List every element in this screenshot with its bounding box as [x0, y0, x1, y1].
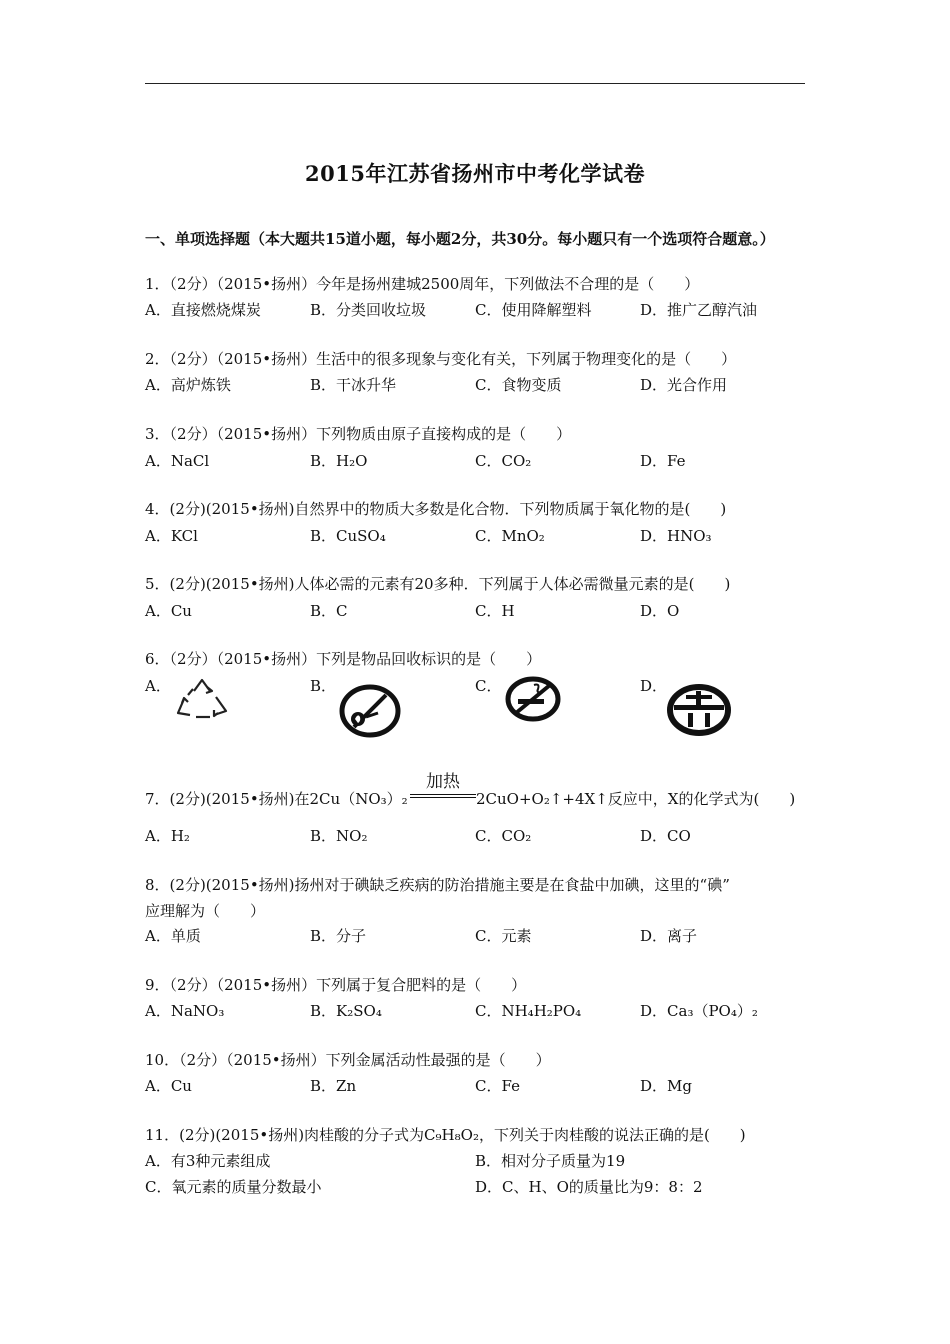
question-6-option-a[interactable]: A． [145, 677, 171, 695]
question-8-option-a[interactable]: A．单质 [145, 927, 201, 945]
question-5-option-a[interactable]: A．Cu [145, 602, 192, 620]
question-8-option-b[interactable]: B．分子 [310, 927, 367, 945]
question-9-option-c[interactable]: C．NH₄H₂PO₄ [475, 1002, 582, 1020]
question-11-option-c[interactable]: C．氧元素的质量分数最小 [145, 1178, 322, 1196]
water-saving-sign-icon[interactable] [666, 683, 732, 737]
question-7-option-b[interactable]: B．NO₂ [310, 827, 368, 845]
recycle-symbol-icon[interactable] [174, 677, 230, 721]
question-6-option-d[interactable]: D． [640, 677, 668, 695]
question-6-option-b[interactable]: B． [310, 677, 337, 695]
no-smoking-sign-icon[interactable] [504, 675, 562, 723]
question-5-option-b[interactable]: B．C [310, 602, 348, 620]
question-2-option-a[interactable]: A．高炉炼铁 [145, 376, 231, 394]
heating-condition [410, 772, 476, 798]
reaction-equals-sign [410, 794, 476, 798]
question-1-option-d[interactable]: D．推广乙醇汽油 [640, 301, 758, 319]
question-1-stem: 1．（2分）（2015•扬州）今年是扬州建城2500周年，下列做法不合理的是（ ） [145, 275, 700, 293]
question-1-option-a[interactable]: A．直接燃烧煤炭 [145, 301, 261, 319]
question-3-option-b[interactable]: B．H₂O [310, 452, 368, 470]
question-2-option-d[interactable]: D．光合作用 [640, 376, 728, 394]
question-2-stem: 2．（2分）（2015•扬州）生活中的很多现象与变化有关，下列属于物理变化的是（ ） [145, 350, 737, 368]
question-3-option-a[interactable]: A．NaCl [145, 452, 210, 470]
question-8-stem: 8．(2分)(2015•扬州)扬州对于碘缺乏疾病的防治措施主要是在食盐中加碘，这里的“碘” [145, 876, 730, 894]
section-heading: 一、单项选择题（本大题共15道小题，每小题2分，共30分。每小题只有一个选项符合题意。） [145, 230, 775, 248]
question-10-option-d[interactable]: D．Mg [640, 1077, 692, 1095]
question-9-option-d[interactable]: D．Ca₃（PO₄）₂ [640, 1002, 758, 1020]
question-4-option-a[interactable]: A．KCl [145, 527, 198, 545]
question-11-stem: 11．(2分)(2015•扬州)肉桂酸的分子式为C₉H₈O₂，下列关于肉桂酸的说法正确的是( ) [145, 1126, 746, 1144]
question-6-stem: 6．（2分）（2015•扬州）下列是物品回收标识的是（ ） [145, 650, 542, 668]
question-10-stem: 10．（2分）（2015•扬州）下列金属活动性最强的是（ ） [145, 1051, 551, 1069]
question-9-option-b[interactable]: B．K₂SO₄ [310, 1002, 382, 1020]
heating-label: 加热 [426, 772, 460, 792]
question-4-option-b[interactable]: B．CuSO₄ [310, 527, 386, 545]
header-rule [145, 83, 805, 84]
question-8-stem-cont: 应理解为（ ） [145, 902, 266, 920]
question-11-option-b[interactable]: B．相对分子质量为19 [475, 1152, 626, 1170]
question-7-option-c[interactable]: C．CO₂ [475, 827, 532, 845]
question-10-option-a[interactable]: A．Cu [145, 1077, 192, 1095]
question-10-option-c[interactable]: C．Fe [475, 1077, 520, 1095]
question-11-option-a[interactable]: A．有3种元素组成 [145, 1152, 271, 1170]
question-9-stem: 9．（2分）（2015•扬州）下列属于复合肥料的是（ ） [145, 976, 527, 994]
question-3-stem: 3．（2分）（2015•扬州）下列物质由原子直接构成的是（ ） [145, 425, 572, 443]
question-9-option-a[interactable]: A．NaNO₃ [145, 1002, 225, 1020]
question-7-stem-part1: 7．(2分)(2015•扬州)在2Cu（NO₃）₂ [145, 790, 408, 808]
question-8-option-c[interactable]: C．元素 [475, 927, 532, 945]
question-4-stem: 4．(2分)(2015•扬州)自然界中的物质大多数是化合物．下列物质属于氧化物的是( ) [145, 500, 727, 518]
exam-title: 2015年江苏省扬州市中考化学试卷 [305, 161, 645, 186]
question-7-option-d[interactable]: D．CO [640, 827, 691, 845]
question-5-option-c[interactable]: C．H [475, 602, 515, 620]
question-11-option-d[interactable]: D．C、H、O的质量比为9：8：2 [475, 1178, 703, 1196]
question-1-option-c[interactable]: C．使用降解塑料 [475, 301, 592, 319]
question-4-option-d[interactable]: D．HNO₃ [640, 527, 712, 545]
question-7-stem-part2: 2CuO+O₂↑+4X↑反应中，X的化学式为( ) [476, 790, 796, 808]
question-3-option-d[interactable]: D．Fe [640, 452, 686, 470]
question-10-option-b[interactable]: B．Zn [310, 1077, 357, 1095]
question-8-option-d[interactable]: D．离子 [640, 927, 698, 945]
question-7-option-a[interactable]: A．H₂ [145, 827, 190, 845]
question-5-stem: 5．(2分)(2015•扬州)人体必需的元素有20多种．下列属于人体必需微量元素的是( ) [145, 575, 731, 593]
question-6-option-c[interactable]: C． [475, 677, 502, 695]
question-5-option-d[interactable]: D．O [640, 602, 680, 620]
question-4-option-c[interactable]: C．MnO₂ [475, 527, 545, 545]
question-2-option-c[interactable]: C．食物变质 [475, 376, 562, 394]
no-fire-sign-icon[interactable] [338, 683, 402, 739]
question-1-option-b[interactable]: B．分类回收垃圾 [310, 301, 427, 319]
question-3-option-c[interactable]: C．CO₂ [475, 452, 532, 470]
question-2-option-b[interactable]: B．干冰升华 [310, 376, 397, 394]
